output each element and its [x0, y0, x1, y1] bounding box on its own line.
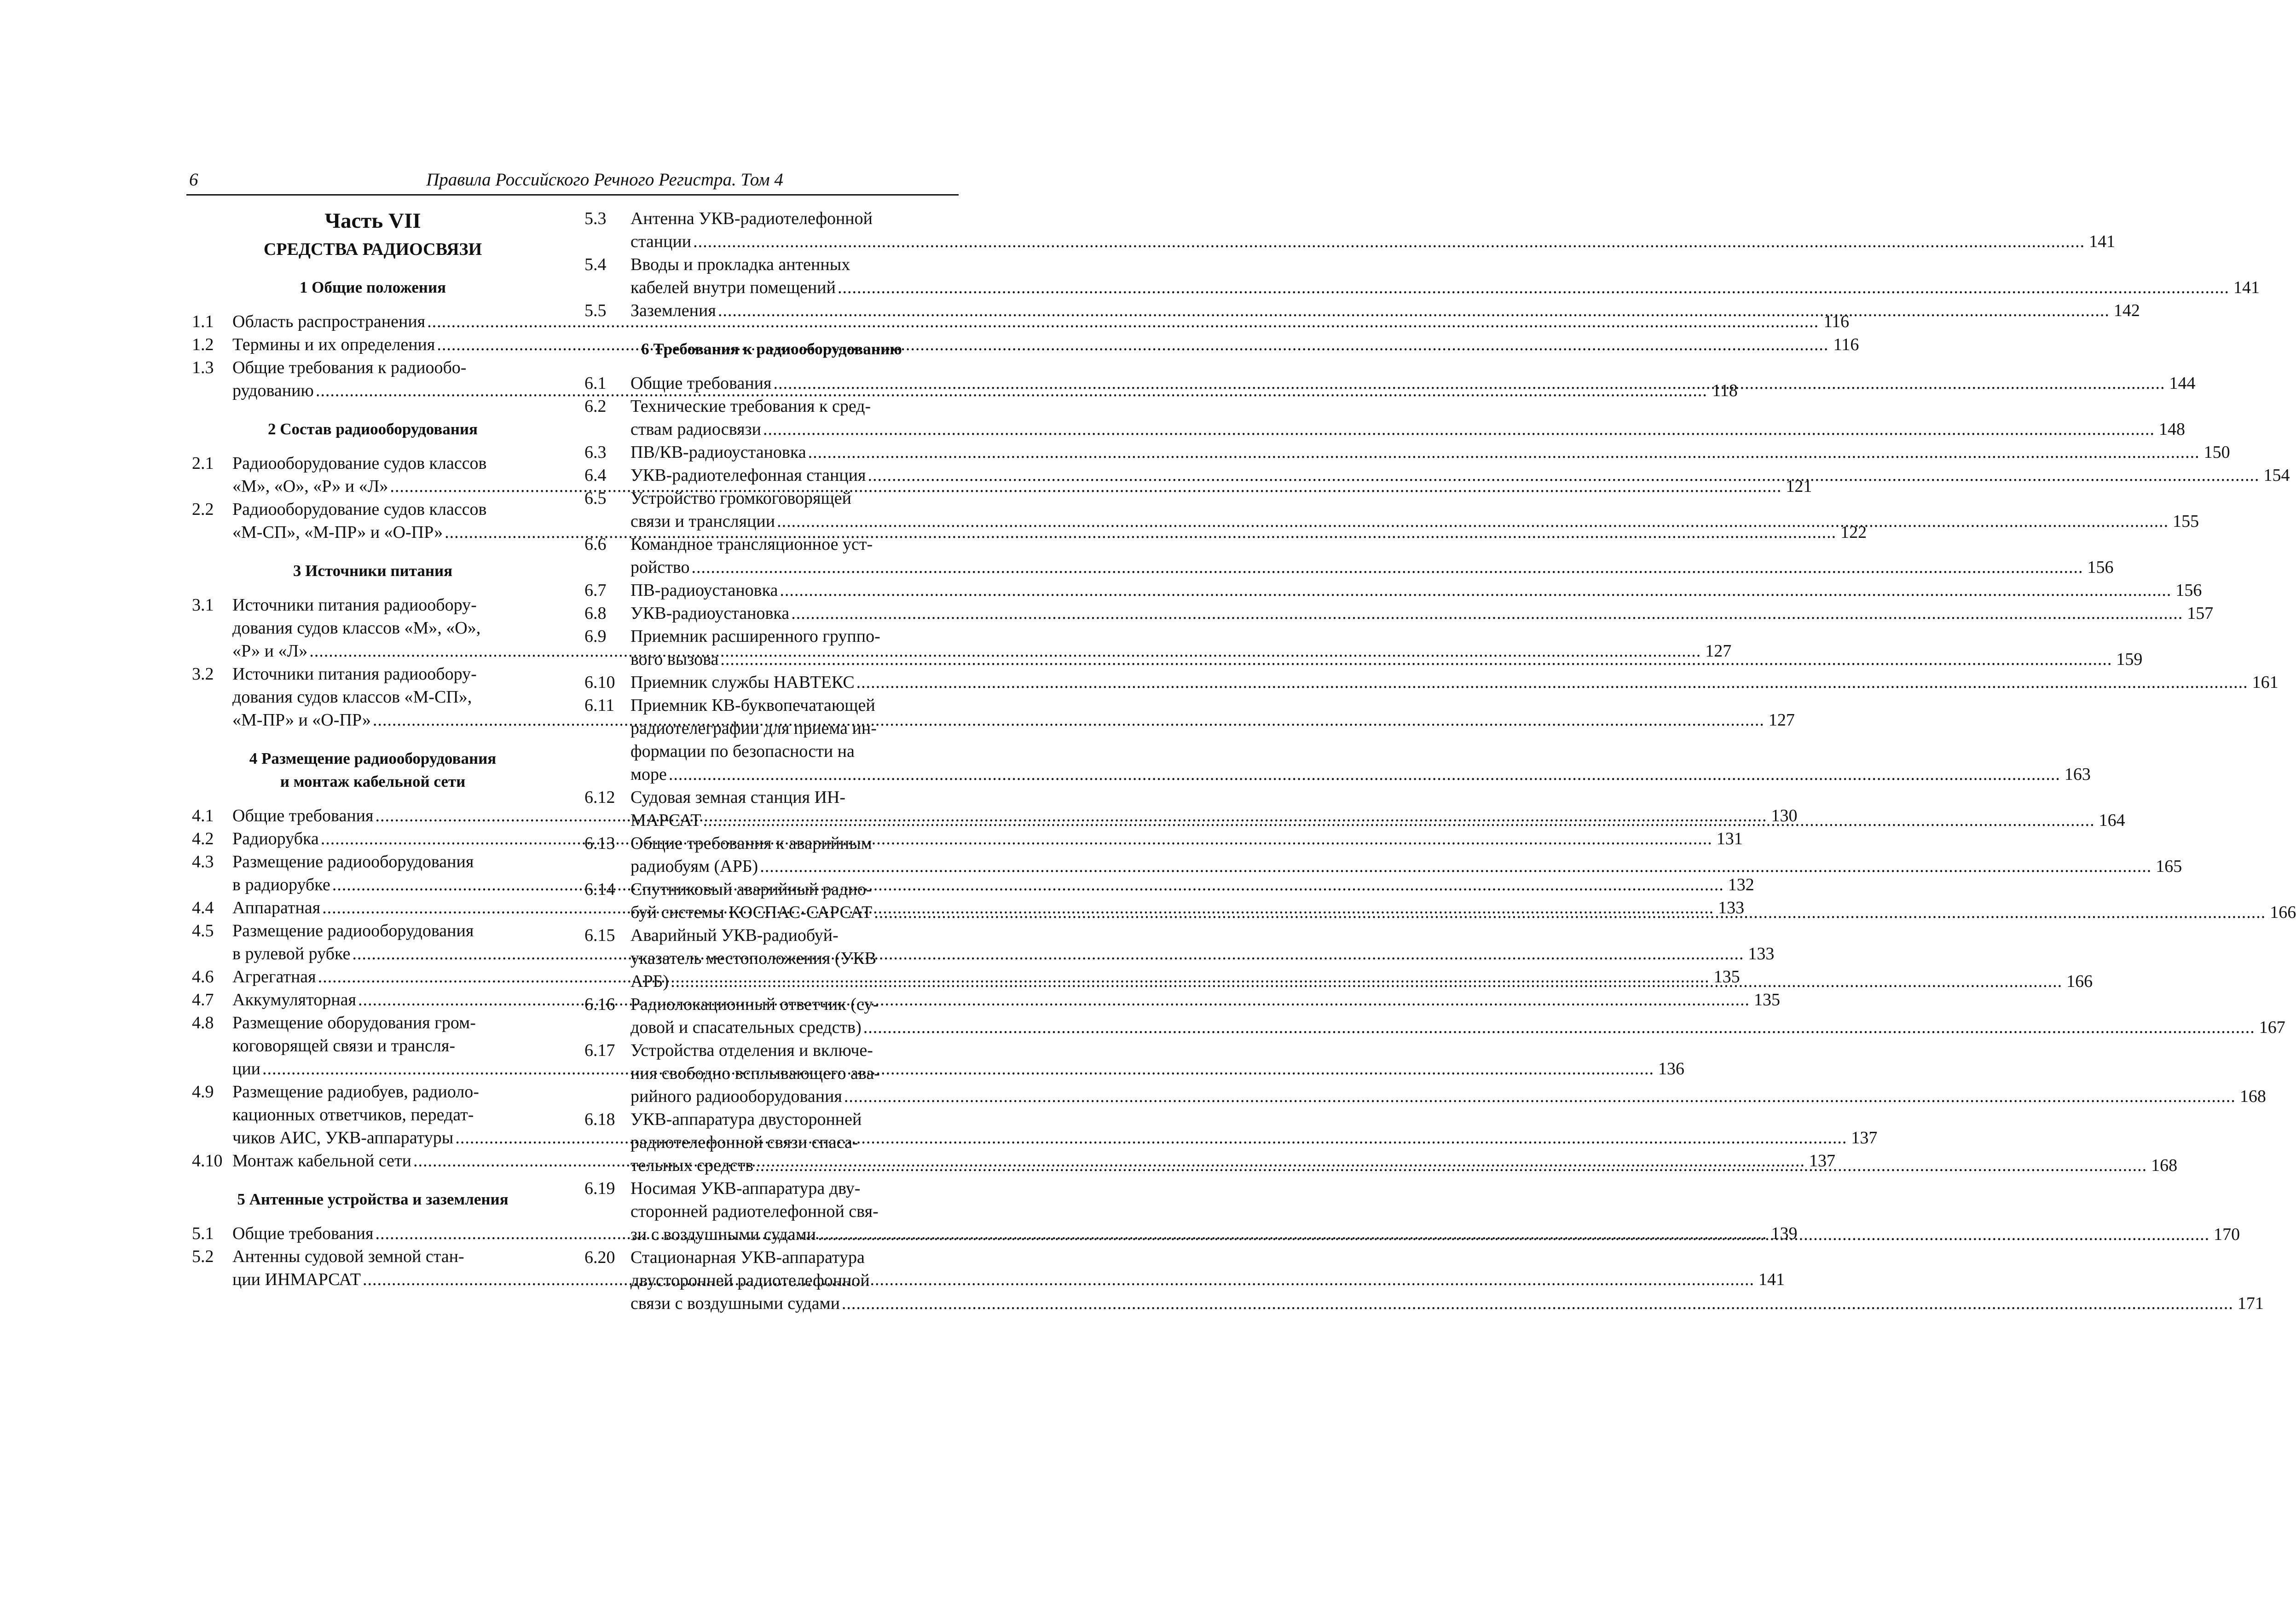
dot-leader: [693, 230, 2085, 253]
dot-leader: [838, 276, 2229, 299]
entry-number: 6.20: [584, 1248, 615, 1267]
entry-number: 6.8: [584, 604, 607, 623]
entry-number: 4.4: [192, 898, 214, 917]
entry-body: [630, 395, 2185, 441]
entry-title-line: радиобуям (АРБ): [630, 857, 758, 876]
entry-title-line: чиков АИС, УКВ-аппаратуры: [232, 1128, 454, 1147]
section-title-line: 3 Источники питания: [293, 562, 453, 580]
page-ref: 167: [2259, 1018, 2285, 1037]
entry-last-line: [630, 1016, 2285, 1039]
entry-body: [630, 924, 2093, 993]
entry-number: 4.5: [192, 921, 214, 940]
page-ref: 166: [2066, 972, 2093, 991]
entry-last-line: [630, 809, 2125, 832]
section-title-line: 5 Антенные устройства и заземления: [237, 1190, 509, 1208]
entry-body: [630, 625, 2142, 671]
page-ref: 121: [1786, 477, 1812, 496]
page-ref: 156: [2087, 558, 2114, 577]
entry-title-line: Радиооборудование судов классов: [232, 500, 487, 519]
entry-title-line: «Р» и «Л»: [232, 641, 308, 661]
entry-title-line: УКВ-аппаратура двусторонней: [630, 1110, 862, 1129]
part-subtitle: СРЕДСТВА РАДИОСВЯЗИ: [263, 240, 482, 259]
entry-title-line: Командное трансляционное уст-: [630, 535, 873, 554]
toc-entry: [584, 207, 2116, 253]
entry-number: 6.3: [584, 443, 607, 462]
page-ref: 131: [1716, 829, 1743, 848]
entry-title-line: Агрегатная: [232, 967, 316, 986]
entry-title-line: ния свободно всплывающего ава-: [630, 1064, 880, 1083]
dot-leader: [669, 763, 2060, 786]
section-gap: [584, 322, 959, 338]
entry-number: 6.1: [584, 374, 607, 393]
page-ref: 168: [2239, 1087, 2266, 1106]
entry-last-line: [232, 333, 1859, 356]
entry-title-line: Вводы и прокладка антенных: [630, 255, 850, 274]
section-gap: [186, 732, 559, 747]
section-title: [186, 276, 559, 299]
section-title-line: и монтаж кабельной сети: [280, 772, 466, 790]
entry-title-line: довой и спасательных средств): [630, 1018, 862, 1037]
entry-title-line: УКВ-радиоустановка: [630, 604, 790, 623]
entry-title-line: МАРСАТ: [630, 811, 701, 830]
section-title: [584, 338, 959, 361]
entry-title-line: Общие требования: [232, 1224, 374, 1243]
entry-last-line: [630, 855, 2182, 878]
entry-title-line: Антенны судовой земной стан-: [232, 1247, 464, 1266]
page-ref: 141: [2233, 278, 2260, 297]
entry-title-line: Радиорубка: [232, 829, 319, 848]
entry-last-line: [630, 276, 2260, 299]
toc-entry: [584, 602, 2214, 625]
entry-title-line: ройство: [630, 558, 690, 577]
dot-leader: [868, 464, 2259, 487]
entry-number: 6.18: [584, 1110, 615, 1129]
page-ref: 171: [2237, 1294, 2264, 1313]
entry-number: 4.3: [192, 852, 214, 871]
entry-title-line: радиотелеграфии для приема ин-: [630, 719, 877, 738]
entry-title-line: связи и трансляции: [630, 512, 775, 531]
entry-title-line: кационных ответчиков, передат-: [232, 1105, 474, 1124]
entry-body: [630, 372, 2195, 395]
dot-leader: [780, 579, 2171, 602]
entry-last-line: [630, 901, 2296, 924]
entry-number: 5.2: [192, 1247, 214, 1266]
entry-title-line: Общие требования: [232, 806, 374, 825]
entry-body: [630, 602, 2213, 625]
page-ref: 164: [2099, 811, 2125, 830]
entry-body: [630, 993, 2285, 1039]
entry-last-line: [630, 1292, 2264, 1315]
page-ref: 116: [1823, 312, 1850, 331]
entry-title-line: ствам радиосвязи: [630, 420, 761, 439]
dot-leader: [874, 901, 2266, 924]
entry-title-line: УКВ-радиотелефонная станция: [630, 466, 866, 485]
entry-last-line: [630, 671, 2279, 694]
entry-title-line: АРБ): [630, 972, 669, 991]
entry-title-line: Монтаж кабельной сети: [232, 1151, 411, 1170]
toc-entry: [584, 395, 2185, 441]
entry-title-line: Аварийный УКВ-радиобуй-: [630, 926, 839, 945]
entry-body: [630, 1039, 2266, 1108]
entry-title-line: Носимая УКВ-аппаратура дву-: [630, 1179, 861, 1198]
page-ref: 116: [1833, 335, 1859, 354]
dot-leader: [755, 1154, 2147, 1177]
entry-title-line: связи с воздушными судами: [630, 1294, 840, 1313]
entry-body: [630, 1246, 2264, 1315]
entry-number: 5.5: [584, 301, 607, 320]
page-ref: 148: [2158, 420, 2185, 439]
entry-last-line: [630, 230, 2115, 253]
dot-leader: [844, 1085, 2236, 1108]
entry-title-line: зи с воздушными судами: [630, 1225, 816, 1244]
entry-title-line: рудованию: [232, 381, 314, 400]
toc-entry: [584, 671, 2279, 694]
entry-number: 6.12: [584, 788, 615, 807]
page-ref: 133: [1748, 944, 1775, 963]
dot-leader: [863, 1016, 2255, 1039]
entry-title-line: ции ИНМАРСАТ: [232, 1270, 361, 1289]
entry-body: [630, 878, 2296, 924]
entry-title-line: рийного радиооборудования: [630, 1087, 842, 1106]
section-title-line: 2 Состав радиооборудования: [267, 420, 478, 438]
page-ref: 166: [2270, 903, 2296, 922]
section-title-line: 6 Требования к радиооборудованию: [641, 340, 902, 358]
entry-title-line: Радиооборудование судов классов: [232, 454, 487, 473]
dot-leader: [777, 510, 2169, 533]
dot-leader: [856, 671, 2248, 694]
entry-title-line: Размещение оборудования гром-: [232, 1013, 476, 1032]
entry-number: 6.4: [584, 466, 607, 485]
page-ref: 137: [1809, 1151, 1835, 1170]
entry-title-line: станции: [630, 232, 692, 251]
dot-leader: [718, 299, 2110, 322]
entry-title-line: Размещение радиобуев, радиоло-: [232, 1082, 479, 1101]
page-ref: 132: [1728, 875, 1754, 894]
entry-title-line: в радиорубке: [232, 875, 330, 894]
section-title: [186, 1188, 559, 1211]
entry-title-line: Заземления: [630, 301, 716, 320]
entry-title-line: Аппаратная: [232, 898, 321, 917]
entry-body: [630, 299, 2140, 322]
dot-leader: [760, 855, 2151, 878]
entry-title-line: в рулевой рубке: [232, 944, 351, 963]
page-ref: 135: [1753, 990, 1780, 1009]
entry-body: [630, 253, 2260, 299]
entry-title-line: кабелей внутри помещений: [630, 278, 836, 297]
page-ref: 122: [1840, 523, 1867, 542]
entry-title-line: указатель местоположения (УКВ: [630, 949, 877, 968]
entry-number: 6.16: [584, 995, 615, 1014]
entry-number: 1.3: [192, 358, 214, 377]
entry-title-line: радиотелефонной связи спаса-: [630, 1133, 858, 1152]
entry-last-line: [630, 763, 2091, 786]
entry-title-line: Аккумуляторная: [232, 990, 356, 1009]
page-ref: 127: [1705, 641, 1732, 661]
entry-title-line: Судовая земная станция ИН-: [630, 788, 846, 807]
entry-number: 4.8: [192, 1013, 214, 1032]
entry-number: 3.2: [192, 664, 214, 684]
page-ref: 135: [1713, 967, 1740, 986]
entry-body: [630, 579, 2202, 602]
entry-title-line: двусторонней радиотелефонной: [630, 1271, 870, 1290]
entry-last-line: [630, 970, 2093, 993]
entry-body: [630, 487, 2199, 533]
entry-number: 6.13: [584, 834, 615, 853]
entry-title-line: Радиолокационный ответчик (су-: [630, 995, 879, 1014]
page-ref: 137: [1851, 1128, 1878, 1147]
dot-leader: [692, 556, 2083, 579]
entry-body: [630, 832, 2182, 878]
entry-title-line: Приемник КВ-буквопечатающей: [630, 696, 875, 715]
toc-entry: [584, 533, 2114, 579]
running-header: [186, 166, 959, 196]
dot-leader: [671, 970, 2062, 993]
page-ref: 170: [2214, 1225, 2240, 1244]
entry-title-line: Термины и их определения: [232, 335, 435, 354]
dot-leader: [842, 1292, 2233, 1315]
section-title: [186, 418, 559, 441]
entry-last-line: [630, 556, 2114, 579]
entry-last-line: [630, 441, 2230, 464]
entry-body: [630, 694, 2091, 786]
page-ref: 157: [2187, 604, 2214, 623]
page-ref: 127: [1768, 710, 1795, 730]
page-ref: 118: [1712, 381, 1738, 400]
entry-last-line: [630, 418, 2185, 441]
entry-title-line: вого вызова: [630, 650, 719, 669]
entry-title-line: дования судов классов «М-СП»,: [232, 687, 472, 707]
entry-title-line: Общие требования: [630, 374, 772, 393]
entry-last-line: [630, 299, 2140, 322]
entry-title-line: Приемник службы НАВТЕКС: [630, 673, 855, 692]
entry-title-line: Размещение радиооборудования: [232, 921, 474, 940]
entry-body: [630, 786, 2125, 832]
entry-last-line: [630, 510, 2199, 533]
entry-last-line: [630, 579, 2202, 602]
entry-title-line: ПВ-радиоустановка: [630, 581, 778, 600]
page-ref: 156: [2175, 581, 2202, 600]
entry-number: 6.5: [584, 489, 607, 508]
entry-number: 4.10: [192, 1151, 223, 1170]
entry-title-line: ПВ/КВ-радиоустановка: [630, 443, 806, 462]
entry-title-line: коговорящей связи и трансля-: [232, 1036, 455, 1055]
entry-number: 6.14: [584, 880, 615, 899]
entry-title-line: ции: [232, 1059, 261, 1078]
dot-leader: [818, 1223, 2209, 1246]
entry-number: 6.7: [584, 581, 607, 600]
entry-number: 5.4: [584, 255, 607, 274]
toc-entry: [584, 579, 2202, 602]
entry-last-line: [630, 1154, 2177, 1177]
entry-title-line: Область распространения: [232, 312, 426, 331]
entry-title-line: Общие требования к радиообо-: [232, 358, 467, 377]
page-ref: 154: [2263, 466, 2290, 485]
entry-title-line: Стационарная УКВ-аппаратура: [630, 1248, 865, 1267]
entry-number: 6.10: [584, 673, 615, 692]
section-title: [186, 747, 559, 793]
page-ref: 141: [2089, 232, 2116, 251]
dot-leader: [763, 418, 2155, 441]
entry-title-line: Технические требования к сред-: [630, 397, 871, 416]
entry-title-line: Устройство громкоговорящей: [630, 489, 851, 508]
entry-body: [630, 207, 2115, 253]
entry-number: 6.15: [584, 926, 615, 945]
page-number: 6: [189, 170, 198, 190]
entry-title-line: «М-ПР» и «О-ПР»: [232, 710, 371, 730]
entry-number: 4.1: [192, 806, 214, 825]
entry-title-line: «М-СП», «М-ПР» и «О-ПР»: [232, 523, 443, 542]
page-ref: 144: [2169, 374, 2196, 393]
entry-number: 6.9: [584, 627, 607, 646]
entry-title-line: Приемник расширенного группо-: [630, 627, 880, 646]
page-ref: 159: [2116, 650, 2143, 669]
entry-number: 1.2: [192, 335, 214, 354]
entry-number: 2.2: [192, 500, 214, 519]
section-title: [186, 559, 559, 582]
entry-number: 4.7: [192, 990, 214, 1009]
entry-body: [630, 533, 2114, 579]
entry-title-line: тельных средств: [630, 1156, 754, 1175]
page-ref: 130: [1771, 806, 1798, 825]
entry-number: 5.3: [584, 209, 607, 228]
page-ref: 165: [2156, 857, 2182, 876]
page-ref: 142: [2113, 301, 2140, 320]
running-title: Правила Российского Речного Регистра. Том 4: [426, 170, 783, 190]
entry-last-line: [630, 372, 2195, 395]
page-ref: 155: [2173, 512, 2199, 531]
entry-title-line: дования судов классов «М», «О»,: [232, 618, 481, 638]
entry-number: 1.1: [192, 312, 214, 331]
part-title: Часть VII: [324, 209, 421, 233]
entry-title-line: Общие требования к аварийным: [630, 834, 872, 853]
entry-body: [630, 441, 2230, 464]
page-ref: 168: [2151, 1156, 2178, 1175]
entry-last-line: [630, 1085, 2266, 1108]
entry-number: 6.19: [584, 1179, 615, 1198]
dot-leader: [808, 441, 2200, 464]
entry-title-line: Размещение радиооборудования: [232, 852, 474, 871]
dot-leader: [773, 372, 2165, 395]
page-ref: 133: [1718, 898, 1745, 917]
entry-body: [630, 1108, 2177, 1177]
entry-title-line: Антенна УКВ-радиотелефонной: [630, 209, 873, 228]
toc-entry: [584, 441, 2230, 464]
page-ref: 139: [1771, 1224, 1798, 1243]
entry-last-line: [630, 464, 2290, 487]
page-ref: 141: [1758, 1270, 1785, 1289]
section-title-line: 4 Размещение радиооборудования: [249, 749, 497, 767]
entry-title-line: Источники питания радиообору-: [232, 664, 477, 684]
entry-number: 4.2: [192, 829, 214, 848]
entry-number: 4.6: [192, 967, 214, 986]
toc-entry: [584, 253, 2260, 299]
page-ref: 161: [2252, 673, 2279, 692]
section-gap: [186, 402, 559, 418]
dot-leader: [791, 602, 2183, 625]
entry-body: [232, 333, 1859, 356]
entry-number: 6.17: [584, 1041, 615, 1060]
entry-title-line: море: [630, 765, 667, 784]
entry-title-line: Устройства отделения и включе-: [630, 1041, 873, 1060]
page-ref: 150: [2203, 443, 2230, 462]
entry-title-line: Источники питания радиообору-: [232, 595, 477, 615]
entry-number: 2.1: [192, 454, 214, 473]
entry-body: [630, 671, 2279, 694]
entry-last-line: [630, 602, 2213, 625]
section-gap: [186, 1172, 559, 1188]
entry-title-line: Спутниковый аварийный радио-: [630, 880, 872, 899]
entry-title-line: формации по безопасности на: [630, 742, 855, 761]
dot-leader: [703, 809, 2095, 832]
entry-number: 4.9: [192, 1082, 214, 1101]
page-ref: 163: [2064, 765, 2091, 784]
entry-last-line: [630, 1223, 2240, 1246]
entry-title-line: буй системы КОСПАС-САРСАТ: [630, 903, 873, 922]
page-ref: 136: [1658, 1059, 1685, 1078]
entry-number: 6.11: [584, 696, 615, 715]
entry-title-line: «М», «О», «Р» и «Л»: [232, 477, 388, 496]
entry-number: 6.6: [584, 535, 607, 554]
entry-title-line: сторонней радиотелефонной свя-: [630, 1202, 879, 1221]
section-title-line: 1 Общие положения: [299, 278, 446, 296]
section-gap: [186, 544, 559, 559]
dot-leader: [720, 648, 2112, 671]
entry-number: 3.1: [192, 595, 214, 615]
entry-last-line: [630, 648, 2142, 671]
entry-number: 6.2: [584, 397, 607, 416]
entry-body: [630, 464, 2290, 487]
entry-body: [630, 1177, 2240, 1246]
entry-number: 5.1: [192, 1224, 214, 1243]
